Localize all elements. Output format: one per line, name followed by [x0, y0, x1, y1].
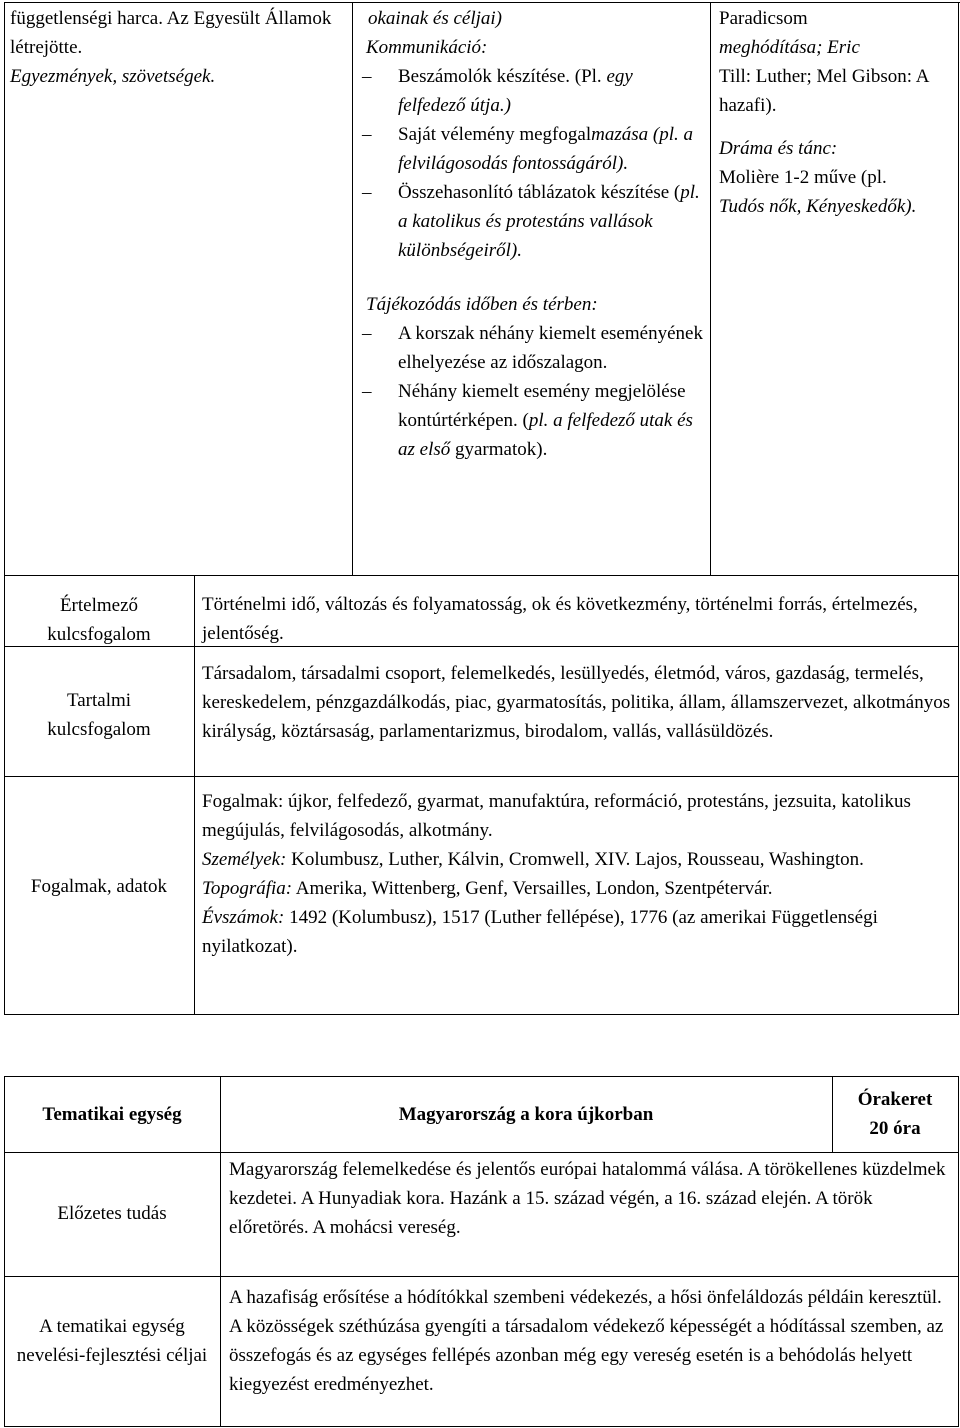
- col3-line1-italic: meghódítása; Eric: [719, 37, 860, 58]
- bottom-table-label-col-border: [220, 1076, 221, 1426]
- col3-line1: Paradicsom: [719, 8, 808, 29]
- bottom-table-hours-border: [832, 1076, 833, 1152]
- list-item: – A korszak néhány kiemelt eseményének elhelyezése az időszalagon.: [360, 319, 705, 377]
- list-item: – Beszámolók készítése. (Pl. egy felfedező útja.): [360, 62, 705, 120]
- row3-text: [202, 787, 954, 961]
- drama-title: Dráma és tánc:: [719, 138, 838, 159]
- prior-text: Magyarország felemelkedése és jelentős európai hatalommá válása. A törökellenes küzdelmek kezdetei. A Hunyadiak kora. Hazánk a 15. század végén, a 16. század elején. A török előretörés. A mohácsi vereség.: [229, 1159, 946, 1238]
- row1-label: Értelmező kulcsfogalom: [47, 595, 151, 645]
- col2-fragment: okainak és céljai): [368, 8, 503, 29]
- bottom-table-top-border: [4, 1076, 959, 1077]
- top-table-bottom-border: [4, 1014, 959, 1015]
- row2-label: Tartalmi kulcsfogalom: [47, 690, 151, 740]
- top-table-col2-border: [710, 2, 711, 575]
- col3-text: [719, 4, 954, 221]
- concept-label-col-border: [194, 575, 195, 1014]
- bottom-table-header-divider: [4, 1152, 959, 1153]
- hours-label: Órakeret: [857, 1089, 933, 1110]
- col1-line-italic: Egyezmények, szövetségek.: [10, 66, 216, 87]
- bottom-table-right-border: [958, 1076, 959, 1426]
- list-item: – Összehasonlító táblázatok készítése (pl. a katolikus és protestáns vallások különbségeiről).: [360, 178, 705, 265]
- unit-label: Tematikai egység: [42, 1104, 182, 1125]
- top-table-right-border: [958, 2, 959, 1014]
- goals-text: A hazafiság erősítése a hódítókkal szembeni védekezés, a hősi önfeláldozás példáin keresztül. A közösségek széthúzása gyengíti a társadalom védekező képességét a hódítással szemben, az összefogás és az egységes fellépés azonban még egy vereség esetén is a behódolás helyett kiegyezést eredményezhet.: [229, 1287, 944, 1395]
- bottom-table-row-divider: [4, 1276, 959, 1277]
- hours-value: 20 óra: [869, 1118, 921, 1139]
- list-item: – Néhány kiemelt esemény megjelölése kontúrtérképen. (pl. a felfedező utak és az első gyarmatok).: [360, 377, 705, 464]
- col2-text: [360, 4, 705, 464]
- communication-list: [360, 62, 705, 265]
- row2-text: Társadalom, társadalmi csoport, felemelkedés, lesüllyedés, életmód, város, gazdaság, termelés, kereskedelem, pénzgazdálkodás, piac, gyarmatosítás, politika, állam, államszervezet, alkotmányos királyság, köztársaság, parlamentarizmus, birodalom, vallás, vallásüldözés.: [202, 663, 951, 742]
- drama-italic: Tudós nők, Kényeskedők).: [719, 196, 917, 217]
- row1-text: Történelmi idő, változás és folyamatosság, ok és következmény, történelmi forrás, értelmezés, jelentőség.: [202, 594, 918, 644]
- drama-text: Molière 1-2 műve (pl.: [719, 167, 887, 188]
- bottom-table-bottom-border: [4, 1426, 959, 1427]
- col3-line2: Till: Luther; Mel Gibson: A hazafi).: [719, 66, 929, 116]
- unit-title: Magyarország a kora újkorban: [398, 1104, 654, 1125]
- list-item: – Saját vélemény megfogalmazása (pl. a felvilágosodás fontosságáról).: [360, 120, 705, 178]
- col1-line: függetlenségi harca. Az Egyesült Államok létrejötte.: [10, 8, 332, 58]
- top-table-top-border: [4, 2, 960, 3]
- top-table-left-border: [4, 2, 5, 1014]
- communication-title: Kommunikáció:: [366, 37, 488, 58]
- prior-label: Előzetes tudás: [57, 1203, 167, 1224]
- orientation-title: Tájékozódás időben és térben:: [366, 294, 598, 315]
- bottom-table-left-border: [4, 1076, 5, 1426]
- goals-label: A tematikai egység nevelési-fejlesztési céljai: [16, 1316, 208, 1366]
- concept-row2-divider: [4, 776, 959, 777]
- row3-persons: Személyek: Kolumbusz, Luther, Kálvin, Cromwell, XIV. Lajos, Rousseau, Washington.: [202, 849, 864, 870]
- col1-text: [10, 4, 348, 91]
- row3-label: Fogalmak, adatok: [30, 876, 168, 897]
- row3-concepts: Fogalmak: újkor, felfedező, gyarmat, manufaktúra, reformáció, protestáns, jezsuita, katolikus megújulás, felvilágosodás, alkotmány.: [202, 791, 911, 841]
- top-table-col1-border: [352, 2, 353, 575]
- orientation-list: [360, 319, 705, 464]
- row3-topography: Topográfia: Amerika, Wittenberg, Genf, Versailles, London, Szentpétervár.: [202, 878, 773, 899]
- row3-dates: Évszámok: 1492 (Kolumbusz), 1517 (Luther fellépése), 1776 (az amerikai Függetlenségi nyilatkozat).: [202, 907, 878, 957]
- top-table-row-divider: [4, 575, 959, 576]
